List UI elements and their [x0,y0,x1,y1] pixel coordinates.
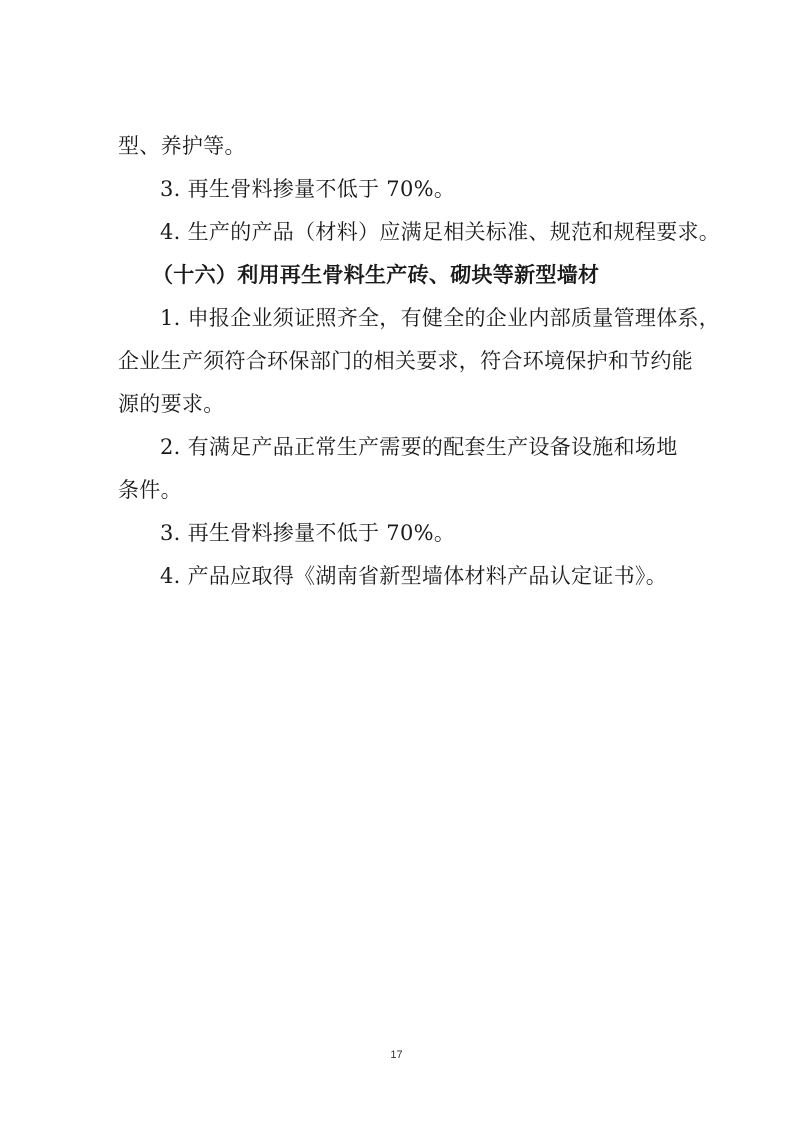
page-number: 17 [390,1049,403,1061]
list-item-line: 2. 有满足产品正常生产需要的配套生产设备设施和场地 [160,435,678,459]
paragraph-line: 企业生产须符合环保部门的相关要求，符合环境保护和节约能 [118,349,694,373]
section-heading: （十六）利用再生骨料生产砖、砌块等新型墙材 [152,263,600,287]
paragraph-line: 条件。 [118,478,182,502]
paragraph-line: 源的要求。 [118,392,225,416]
list-item-line: 4. 产品应取得《湖南省新型墙体材料产品认定证书》。 [160,564,668,588]
list-item-line: 3. 再生骨料掺量不低于 70%。 [160,521,456,545]
paragraph-line: 型、养护等。 [118,134,246,158]
list-item-line: 3. 再生骨料掺量不低于 70%。 [160,177,456,201]
list-item-line: 4. 生产的产品（材料）应满足相关标准、规范和规程要求。 [160,220,721,244]
list-item-line: 1. 申报企业须证照齐全，有健全的企业内部质量管理体系， [160,306,721,330]
